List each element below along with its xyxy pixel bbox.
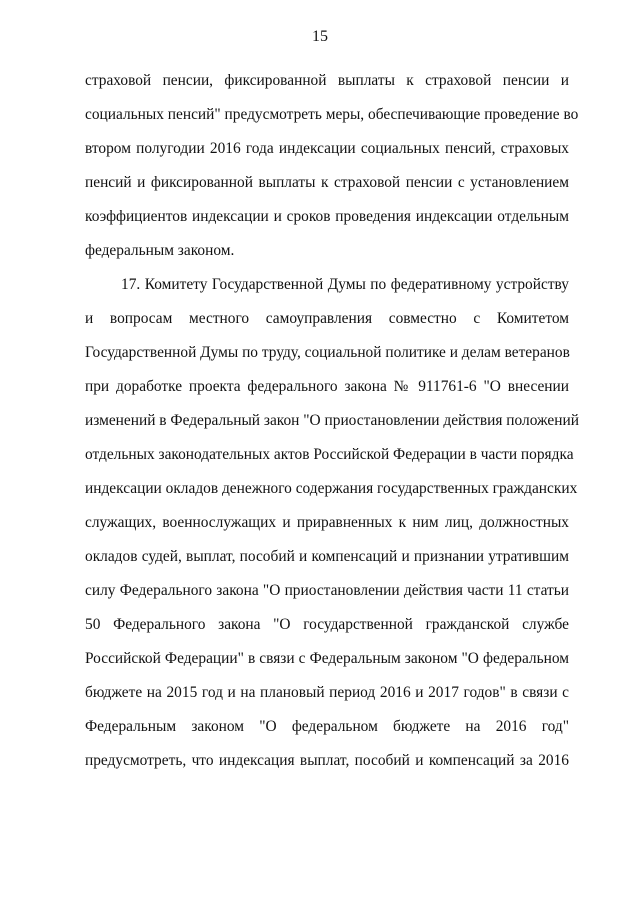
paragraph-first-line: 17. Комитету Государственной Думы по федеративному устройству <box>121 276 569 293</box>
text-line: отдельных законодательных актов Российской Федерации в части порядка <box>85 446 574 463</box>
text-line: бюджете на 2015 год и на плановый период 2016 и 2017 годов" в связи с <box>85 684 569 701</box>
text-line: социальных пенсий" предусмотреть меры, обеспечивающие проведение во <box>85 106 579 123</box>
text-line: страховой пенсии, фиксированной выплаты к страховой пенсии и <box>85 72 569 89</box>
text-line: предусмотреть, что индексация выплат, пособий и компенсаций за 2016 <box>85 752 569 769</box>
text-line: Государственной Думы по труду, социальной политике и делам ветеранов <box>85 344 570 361</box>
text-line: и вопросам местного самоуправления совместно с Комитетом <box>85 310 569 327</box>
text-line: служащих, военнослужащих и приравненных к ним лиц, должностных <box>85 514 569 531</box>
text-line: втором полугодии 2016 года индексации социальных пенсий, страховых <box>85 140 569 157</box>
text-line: изменений в Федеральный закон "О приостановлении действия положений <box>85 412 579 429</box>
text-line: Федеральным законом "О федеральном бюджете на 2016 год" <box>85 718 569 735</box>
page-number: 15 <box>312 28 328 45</box>
text-line: Российской Федерации" в связи с Федеральным законом "О федеральном <box>85 650 569 667</box>
text-line: пенсий и фиксированной выплаты к страховой пенсии с установлением <box>85 174 569 191</box>
text-line: коэффициентов индексации и сроков проведения индексации отдельным <box>85 208 569 225</box>
document-body <box>85 64 579 778</box>
text-line: силу Федерального закона "О приостановлении действия части 11 статьи <box>85 582 569 599</box>
text-line: федеральным законом. <box>85 242 235 259</box>
text-line: окладов судей, выплат, пособий и компенсаций и признании утратившим <box>85 548 569 565</box>
text-line: 50 Федерального закона "О государственной гражданской службе <box>85 616 569 633</box>
text-line: при доработке проекта федерального закона № 911761-6 "О внесении <box>85 378 569 395</box>
text-line: индексации окладов денежного содержания государственных гражданских <box>85 480 578 497</box>
